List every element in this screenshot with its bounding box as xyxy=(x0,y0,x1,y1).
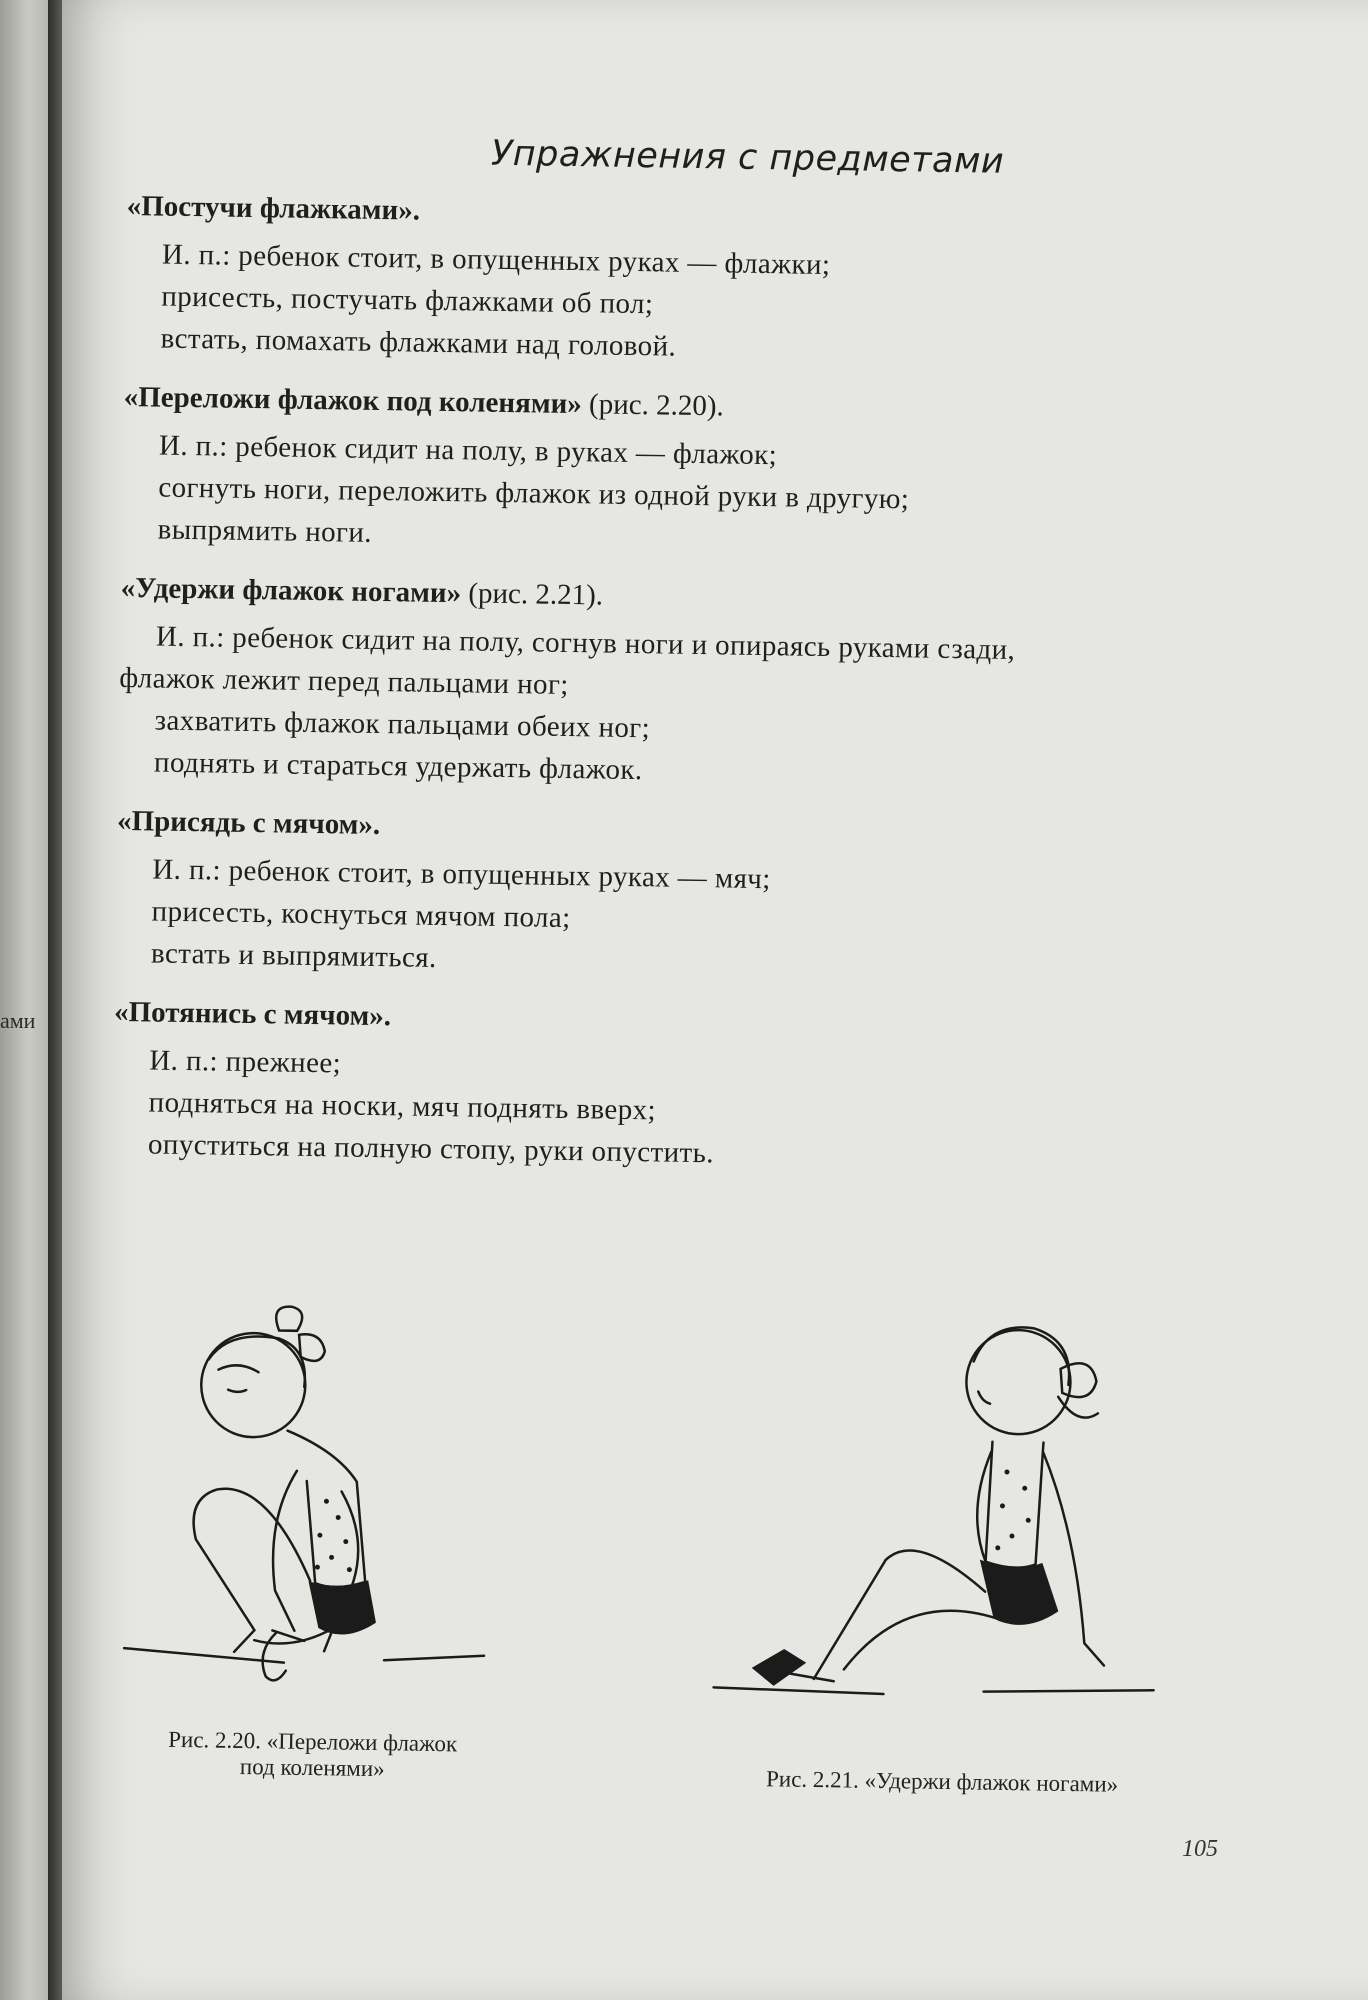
figure-2-21 xyxy=(682,1287,1210,1815)
exercise-line: И. п.: ребенок стоит, в опущенных руках — мяч; xyxy=(152,853,772,896)
figures-area xyxy=(102,1288,1290,1826)
exercise xyxy=(115,805,1298,993)
exercise-line: И. п.: прежнее; xyxy=(149,1044,342,1080)
exercise-line: присесть, коснуться мячом пола; xyxy=(151,895,571,935)
page-number: 105 xyxy=(1182,1836,1218,1862)
section-heading: Упражнения с предметами xyxy=(490,133,1005,182)
figure-caption: Рис. 2.21. «Удержи флажок ногами» xyxy=(765,1766,1119,1797)
page-content xyxy=(112,128,1308,1797)
exercise-line: согнуть ноги, переложить флажок из одной руки в другую; xyxy=(158,471,910,516)
girl-sitting-illustration xyxy=(103,1288,570,1735)
exercise-line: И. п.: ребенок сидит на полу, согнув ноги и опираясь руками сзади, xyxy=(155,620,1016,666)
exercise-line: И. п.: ребенок сидит на полу, в руках — флажок; xyxy=(158,429,778,472)
exercise-line: захватить флажок пальцами обеих ног; xyxy=(154,704,651,745)
book-spine xyxy=(48,0,62,2000)
exercise-line: присесть, постучать флажками об пол; xyxy=(161,280,654,321)
exercise xyxy=(124,190,1307,378)
book-page xyxy=(62,0,1368,2000)
exercise xyxy=(112,996,1295,1184)
figure-2-20 xyxy=(102,1288,570,1815)
exercise-line: выпрямить ноги. xyxy=(157,513,373,549)
exercise-line: опуститься на полную стопу, руки опустить. xyxy=(147,1128,715,1170)
exercise-title: «Присядь с мячом». xyxy=(116,804,381,842)
adjacent-page-fragment: ами xyxy=(0,1008,36,1033)
exercise xyxy=(118,572,1301,802)
exercise-line: встать, помахать флажками над головой. xyxy=(160,322,677,363)
exercise-line: подняться на носки, мяч поднять вверх; xyxy=(148,1086,657,1127)
exercise-title: «Потянись с мячом». xyxy=(113,995,392,1033)
exercise xyxy=(121,381,1304,569)
figure-caption: Рис. 2.20. «Переложи флажок под коленями» xyxy=(168,1726,458,1782)
exercise-line: И. п.: ребенок стоит, в опущенных руках — флажки; xyxy=(161,238,831,282)
adjacent-page xyxy=(0,0,48,2000)
exercise-title: «Постучи флажками». xyxy=(126,189,421,227)
exercise-line: поднять и стараться удержать флажок. xyxy=(153,746,643,787)
exercise-line: встать и выпрямиться. xyxy=(150,937,437,974)
girl-holding-flag-with-feet-illustration xyxy=(682,1287,1209,1765)
exercise-line: флажок лежит перед пальцами ног; xyxy=(119,661,569,701)
exercise-title: «Переложи флажок под коленями» (рис. 2.20). xyxy=(123,380,725,423)
exercise-title: «Удержи флажок ногами» (рис. 2.21). xyxy=(120,571,604,612)
